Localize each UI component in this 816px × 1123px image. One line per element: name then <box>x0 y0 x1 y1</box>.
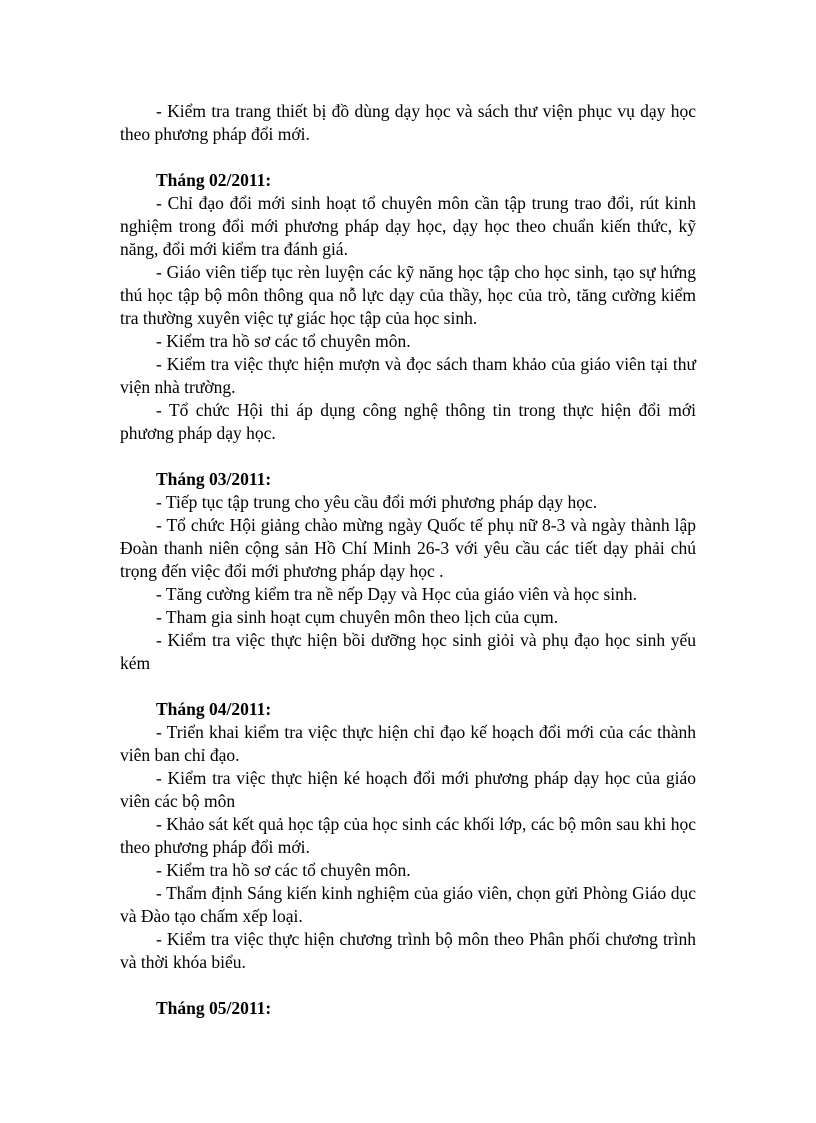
section-item: - Kiểm tra việc thực hiện chương trình bộ môn theo Phân phối chương trình và thời khóa biểu. <box>120 929 696 972</box>
section-item: - Tổ chức Hội giảng chào mừng ngày Quốc tế phụ nữ 8-3 và ngày thành lập Đoàn thanh niên cộng sản Hồ Chí Minh 26-3 với yêu cầu các tiết dạy phải chú trọng đến việc đổi mới phương pháp dạy học . <box>120 515 696 581</box>
section-heading: Tháng 02/2011: <box>156 170 272 190</box>
section-item: - Tổ chức Hội thi áp dụng công nghệ thông tin trong thực hiện đổi mới phương pháp dạy học. <box>120 400 696 443</box>
section-item: - Khảo sát kết quả học tập của học sinh các khối lớp, các bộ môn sau khi học theo phương pháp đổi mới. <box>120 814 696 857</box>
section-item: - Kiểm tra hồ sơ các tổ chuyên môn. <box>156 860 411 880</box>
section-item: - Kiểm tra việc thực hiện mượn và đọc sách tham khảo của giáo viên tại thư viện nhà trường. <box>120 354 696 397</box>
section-item: - Kiểm tra việc thực hiện ké hoạch đổi mới phương pháp dạy học của giáo viên các bộ môn <box>120 768 696 811</box>
section-item: - Chỉ đạo đổi mới sinh hoạt tổ chuyên môn cần tập trung trao đổi, rút kinh nghiệm trong đổi mới phương pháp dạy học, dạy học theo chuẩn kiến thức, kỹ năng, đổi mới kiểm tra đánh giá. <box>120 193 696 259</box>
section-heading: Tháng 04/2011: <box>156 699 272 719</box>
section-item: - Tham gia sinh hoạt cụm chuyên môn theo lịch của cụm. <box>156 607 559 627</box>
section-month-02 <box>120 169 696 445</box>
section-heading: Tháng 03/2011: <box>156 469 272 489</box>
section-item: - Tăng cường kiểm tra nề nếp Dạy và Học của giáo viên và học sinh. <box>156 584 638 604</box>
section-item: - Tiếp tục tập trung cho yêu cầu đổi mới phương pháp dạy học. <box>156 492 598 512</box>
section-item: - Giáo viên tiếp tục rèn luyện các kỹ năng học tập cho học sinh, tạo sự hứng thú học tập bộ môn thông qua nỗ lực dạy của thầy, học của trò, tăng cường kiểm tra thường xuyên việc tự giác học tập của học sinh. <box>120 262 696 328</box>
section-item: - Kiểm tra hồ sơ các tổ chuyên môn. <box>156 331 411 351</box>
section-heading: Tháng 05/2011: <box>156 998 272 1018</box>
section-item: - Kiểm tra việc thực hiện bồi dưỡng học sinh giỏi và phụ đạo học sinh yếu kém <box>120 630 696 673</box>
section-month-05 <box>120 997 696 1020</box>
document-page <box>120 100 696 1020</box>
intro-paragraph: - Kiểm tra trang thiết bị đồ dùng dạy học và sách thư viện phục vụ dạy học theo phương pháp đổi mới. <box>120 101 696 144</box>
section-item: - Triển khai kiểm tra việc thực hiện chỉ đạo kế hoạch đổi mới của các thành viên ban chỉ đạo. <box>120 722 696 765</box>
section-month-04 <box>120 698 696 974</box>
section-month-03 <box>120 468 696 675</box>
section-item: - Thẩm định Sáng kiến kinh nghiệm của giáo viên, chọn gửi Phòng Giáo dục và Đào tạo chấm xếp loại. <box>120 883 696 926</box>
